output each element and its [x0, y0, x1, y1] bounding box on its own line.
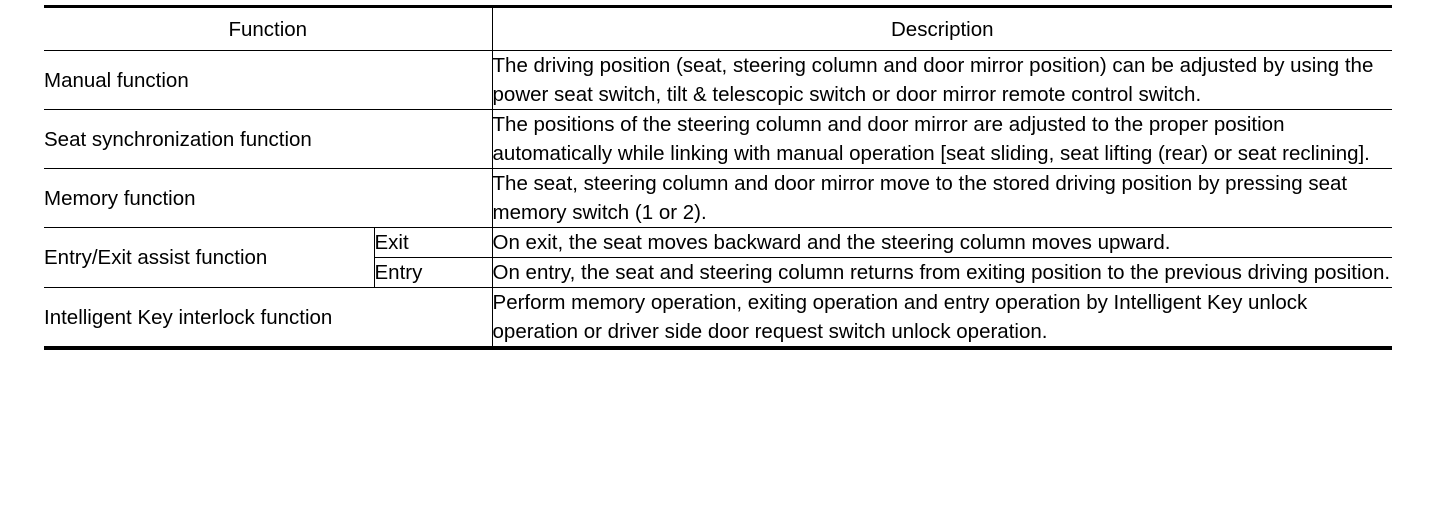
column-header-description: Description — [492, 7, 1392, 51]
table-row-intelligent-key-interlock — [44, 288, 1392, 349]
description-cell: On exit, the seat moves backward and the steering column moves upward. — [492, 228, 1392, 258]
description-cell: The seat, steering column and door mirror move to the stored driving position by pressing seat memory switch (1 or 2). — [492, 169, 1392, 228]
table-row-entry-exit-exit — [44, 228, 1392, 258]
function-cell: Memory function — [44, 169, 492, 228]
table-row-memory-function — [44, 169, 1392, 228]
column-header-function: Function — [44, 7, 492, 51]
description-cell: The driving position (seat, steering column and door mirror position) can be adjusted by using the power seat switch, tilt & telescopic switch or door mirror remote control switch. — [492, 51, 1392, 110]
sub-function-cell-exit: Exit — [374, 228, 492, 258]
table-header-row — [44, 7, 1392, 51]
function-cell: Intelligent Key interlock function — [44, 288, 492, 349]
table-row-seat-synchronization — [44, 110, 1392, 169]
function-description-table — [44, 5, 1392, 350]
description-cell: On entry, the seat and steering column returns from exiting position to the previous driving position. — [492, 258, 1392, 288]
function-cell: Entry/Exit assist function — [44, 228, 374, 288]
table-row-manual-function — [44, 51, 1392, 110]
function-cell: Manual function — [44, 51, 492, 110]
description-cell: The positions of the steering column and door mirror are adjusted to the proper position automatically while linking with manual operation [seat sliding, seat lifting (rear) or seat reclining]. — [492, 110, 1392, 169]
sub-function-cell-entry: Entry — [374, 258, 492, 288]
function-cell: Seat synchronization function — [44, 110, 492, 169]
description-cell: Perform memory operation, exiting operation and entry operation by Intelligent Key unlock operation or driver side door request switch unlock operation. — [492, 288, 1392, 349]
